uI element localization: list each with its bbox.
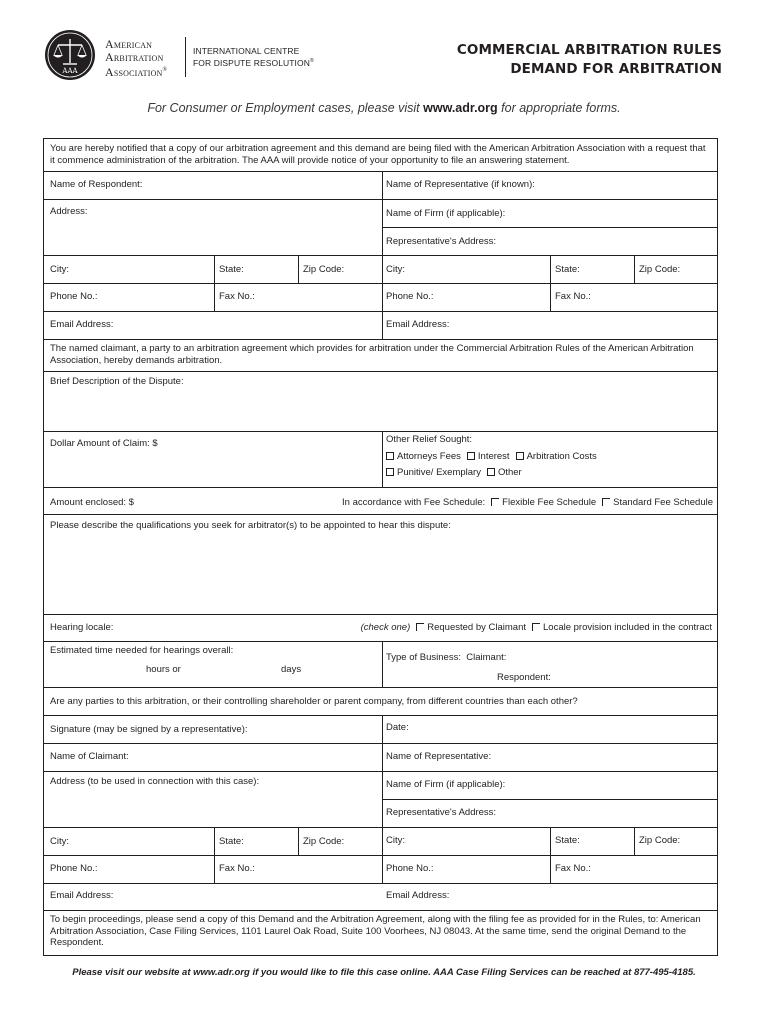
locale-provision-checkbox[interactable] [532,623,540,631]
interest-label: Interest [477,451,510,462]
respondent-city-label[interactable]: City: [50,264,69,275]
punitive-label: Punitive/ Exemplary [397,467,481,478]
respondent-name-label[interactable]: Name of Respondent: [50,179,143,190]
claimant-fax-label[interactable]: Fax No.: [219,863,255,874]
amount-enclosed-label[interactable]: Amount enclosed: $ [50,497,134,508]
icdr-name [193,46,314,68]
respondent-rep-name-label[interactable]: Name of Representative (if known): [386,179,535,190]
business-respondent-label[interactable]: Respondent: [497,672,551,683]
organization-name [105,38,167,79]
claimant-phone-label[interactable]: Phone No.: [50,863,98,874]
punitive-checkbox[interactable] [386,468,394,476]
logo-divider [185,37,186,77]
standard-fee-label: Standard Fee Schedule [613,497,713,508]
claimant-email-label[interactable]: Email Address: [50,890,114,901]
claimant-rep-firm-label[interactable]: Name of Firm (if applicable): [386,779,506,790]
aaa-seal-logo [45,30,95,80]
document-title [457,41,722,79]
attorneys-fees-label: Attorneys Fees [397,451,461,462]
org-name-line1: American [105,37,153,51]
respondent-rep-fax-label[interactable]: Fax No.: [555,291,591,302]
attorneys-fees-checkbox[interactable] [386,452,394,460]
fee-schedule-row [342,497,713,509]
date-label[interactable]: Date: [386,722,409,733]
arbitration-costs-checkbox[interactable] [516,452,524,460]
countries-question[interactable]: Are any parties to this arbitration, or their controlling shareholder or parent company, from different countries than each other? [50,696,578,707]
title-line2: DEMAND FOR ARBITRATION [510,61,722,77]
icdr-line1: INTERNATIONAL CENTRE [193,46,300,56]
dollar-amount-label[interactable]: Dollar Amount of Claim: $ [50,438,158,449]
claimant-state-label[interactable]: State: [219,836,244,847]
fee-schedule-label: In accordance with Fee Schedule: [342,497,486,508]
respondent-rep-email-label[interactable]: Email Address: [386,319,450,330]
respondent-rep-firm-label[interactable]: Name of Firm (if applicable): [386,208,506,219]
hours-label[interactable]: hours or [146,664,181,675]
business-claimant-label[interactable]: Claimant: [466,652,507,663]
claimant-rep-phone-label[interactable]: Phone No.: [386,863,434,874]
org-name-line3 [105,64,167,79]
flexible-fee-label: Flexible Fee Schedule [502,497,597,508]
intro-notice: You are hereby notified that a copy of our arbitration agreement and this demand are being filed with the American Arbitration Association with a request that it commence administration of the arbitration. The AAA will provide notice of your opportunity to file an answering statement. [50,143,706,166]
respondent-fax-label[interactable]: Fax No.: [219,291,255,302]
footer-note: Please visit our website at www.adr.org if you would like to file this case online. AAA Case Filing Services can be reached at 877-495-4185. [72,967,696,978]
other-relief-checkbox[interactable] [487,468,495,476]
notice-link[interactable]: www.adr.org [423,101,498,115]
notice-after: for appropriate forms. [497,101,621,115]
org-registered-mark: ® [162,67,168,73]
relief-options-row2 [386,467,522,479]
dispute-description-label[interactable]: Brief Description of the Dispute: [50,376,184,387]
seal-letters: AAA [62,67,78,75]
respondent-state-label[interactable]: State: [219,264,244,275]
respondent-address-label[interactable]: Address: [50,206,88,217]
claimant-rep-state-label[interactable]: State: [555,835,580,846]
claimant-zip-label[interactable]: Zip Code: [303,836,345,847]
relief-options-row1 [386,451,597,463]
claimant-rep-zip-label[interactable]: Zip Code: [639,835,681,846]
respondent-rep-phone-label[interactable]: Phone No.: [386,291,434,302]
respondent-phone-label[interactable]: Phone No.: [50,291,98,302]
claimant-rep-city-label[interactable]: City: [386,835,405,846]
signature-label[interactable]: Signature (may be signed by a representative): [50,724,248,735]
other-relief-option-label: Other [497,467,522,478]
demand-statement: The named claimant, a party to an arbitration agreement which provides for arbitration under the Commercial Arbitration Rules of the American Arbitration Association, hereby demands arbitration. [50,343,694,366]
flexible-fee-checkbox[interactable] [491,498,499,506]
qualifications-label[interactable]: Please describe the qualifications you seek for arbitrator(s) to be appointed to hear this dispute: [50,520,451,531]
respondent-email-label[interactable]: Email Address: [50,319,114,330]
notice-before: For Consumer or Employment cases, please visit [147,101,424,115]
claimant-name-label[interactable]: Name of Claimant: [50,751,129,762]
claimant-rep-name-label[interactable]: Name of Representative: [386,751,492,762]
claimant-city-label[interactable]: City: [50,836,69,847]
claimant-address-label[interactable]: Address (to be used in connection with this case): [50,776,260,787]
business-type-row [386,652,506,664]
icdr-line2 [193,56,314,68]
claimant-rep-fax-label[interactable]: Fax No.: [555,863,591,874]
filing-instructions: To begin proceedings, please send a copy of this Demand and the Arbitration Agreement, along with the filing fee as provided for in the Rules, to: American Arbitration Association, Case Filing Services, 1101 Laurel Oak Road, Suite 100 Voorhees, NJ 08043. At the same time, send the original Demand to the Respondent. [50,914,701,948]
respondent-rep-zip-label[interactable]: Zip Code: [639,264,681,275]
scales-of-justice-icon [45,30,95,80]
icdr-registered-mark: ® [309,58,314,64]
locale-provision-label: Locale provision included in the contract [543,622,712,633]
business-type-label: Type of Business: [386,652,461,663]
hearing-locale-options [361,622,712,634]
hearing-locale-label[interactable]: Hearing locale: [50,622,114,633]
claimant-rep-address-label[interactable]: Representative's Address: [386,807,497,818]
respondent-rep-state-label[interactable]: State: [555,264,580,275]
requested-by-claimant-checkbox[interactable] [416,623,424,631]
title-line1: COMMERCIAL ARBITRATION RULES [456,42,722,58]
respondent-zip-label[interactable]: Zip Code: [303,264,345,275]
respondent-rep-city-label[interactable]: City: [386,264,405,275]
interest-checkbox[interactable] [467,452,475,460]
org-name-line3-text: Association [105,65,163,79]
time-needed-label: Estimated time needed for hearings overall: [50,645,234,656]
claimant-rep-email-label[interactable]: Email Address: [386,890,450,901]
org-name-line2: Arbitration [105,50,164,64]
arbitration-costs-label: Arbitration Costs [526,451,597,462]
other-relief-label: Other Relief Sought: [386,434,473,445]
standard-fee-checkbox[interactable] [602,498,610,506]
check-one-note: (check one) [360,622,411,633]
consumer-notice [0,101,768,115]
days-label[interactable]: days [281,664,302,675]
respondent-rep-address-label[interactable]: Representative's Address: [386,236,497,247]
demand-form [43,138,718,956]
requested-by-claimant-label: Requested by Claimant [427,622,526,633]
icdr-line2-text: FOR DISPUTE RESOLUTION [193,57,310,68]
